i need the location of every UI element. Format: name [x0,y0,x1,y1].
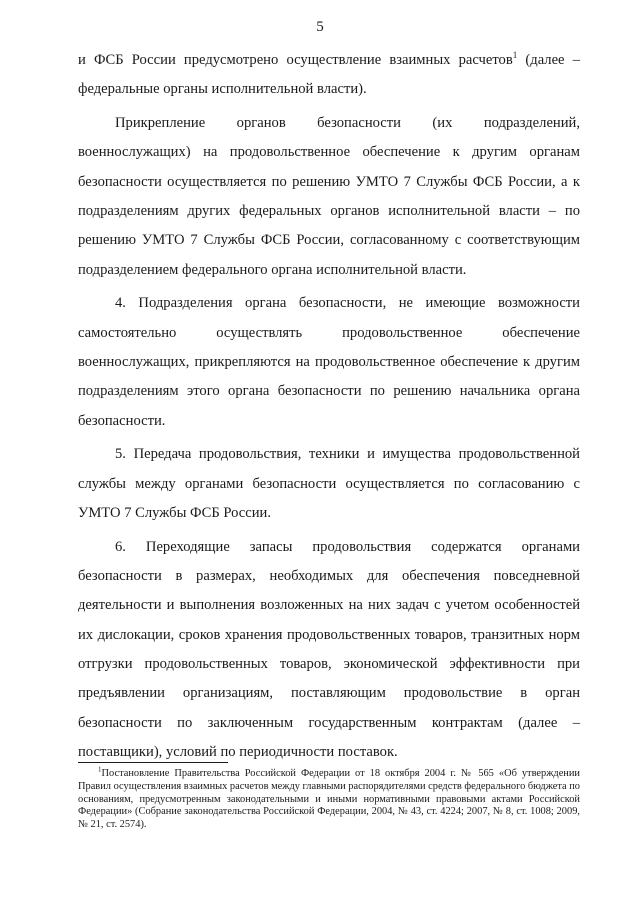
page-number: 5 [316,19,324,35]
paragraph-attachment: Прикрепление органов безопасности (их подразделений, военнослужащих) на продовольственное обеспечение к другим органам безопасности осуществляется по решению УМТО 7 Службы ФСБ России, а к подразделениям других федеральных органов исполнительной власти – по решению УМТО 7 Службы ФСБ России, согласованному с соответствующим подразделением федерального органа исполнительной власти. [78,115,580,278]
footnote-marker: 1 [98,765,102,774]
paragraph-continuation [78,46,580,105]
paragraph-1-text: и ФСБ России предусмотрено осуществление взаимных расчетов [78,52,513,68]
document-body [78,46,580,767]
footnote-text-block [78,765,580,832]
footnote-text: Постановление Правительства Российской Федерации от 18 октября 2004 г. № 565 «Об утверждении Правил осуществления взаимных расчетов между главными распорядителями средств федерального бюджета по основаниям, предусмотренным законодательными и иными нормативными правовыми актами Российской Федерации» (Собрание законодательства Российской Федерации, 2004, № 43, ст. 4224; 2007, № 8, ст. 1008; 2009, № 21, ст. 2574). [78,768,580,831]
paragraph-item-6: 6. Переходящие запасы продовольствия содержатся органами безопасности в размерах, необходимых для обеспечения повседневной деятельности и выполнения возложенных на них задач с учетом особенностей их дислокации, сроков хранения продовольственных товаров, транзитных норм отгрузки продовольственных товаров, экономической эффективности при предъявлении организациям, поставляющим продовольствие в орган безопасности по заключенным государственным контрактам (далее – поставщики), условий по периодичности поставок. [78,538,580,760]
footnote-reference: 1 [512,50,518,61]
paragraph-1-tail: (далее – федеральные органы исполнительной власти). [78,52,580,98]
paragraph-item-5: 5. Передача продовольствия, техники и имущества продовольственной службы между органами безопасности осуществляется по согласованию с УМТО 7 Службы ФСБ России. [78,446,580,521]
paragraph-item-4: 4. Подразделения органа безопасности, не имеющие возможности самостоятельно осуществлять продовольственное обеспечение военнослужащих, прикрепляются на продовольственное обеспечение к другим подразделениям этого органа безопасности по решению начальника органа безопасности. [78,295,580,429]
footnote-separator [78,762,228,763]
footnote [78,765,580,832]
